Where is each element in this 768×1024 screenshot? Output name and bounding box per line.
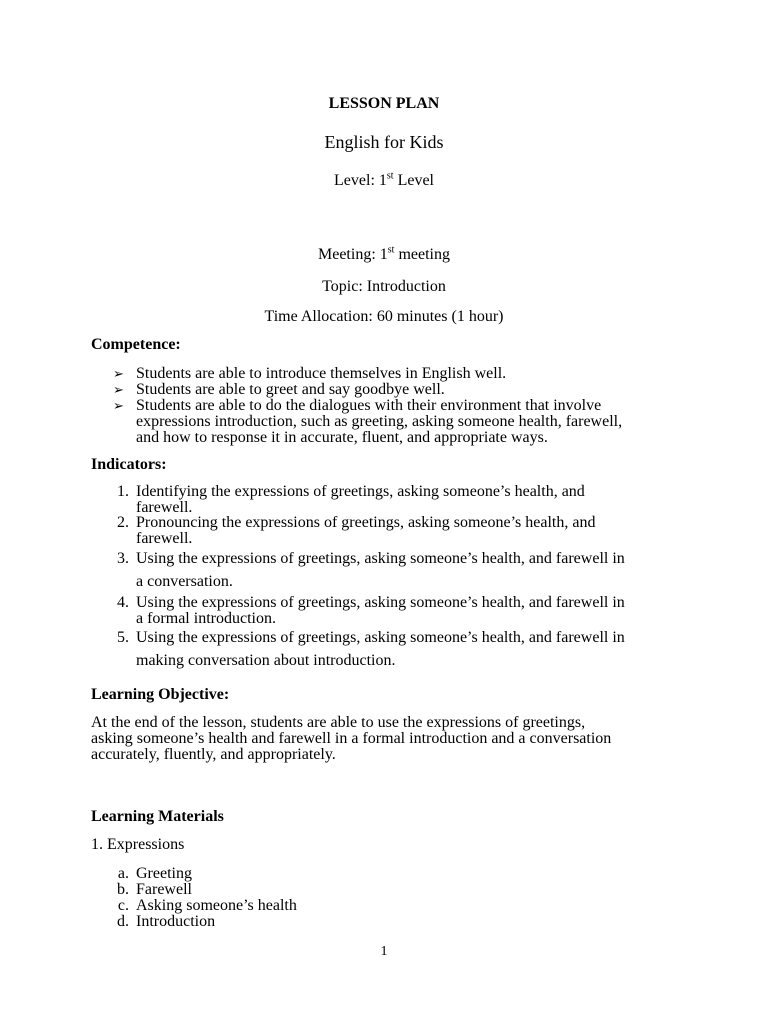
expressions-subheading: 1. Expressions	[91, 836, 185, 853]
indicator-number: 4.	[117, 594, 129, 611]
competence-item-line: Students are able to introduce themselves in English well.	[136, 365, 507, 382]
indicator-item-line: Using the expressions of greetings, asking someone’s health, and farewell in	[136, 550, 625, 567]
indicator-number: 5.	[117, 629, 129, 646]
bullet-arrow-icon: ➢	[113, 367, 124, 382]
competence-item-line: Students are able to do the dialogues with their environment that involve	[136, 397, 602, 414]
indicator-number: 2.	[117, 514, 129, 531]
indicator-number: 3.	[117, 550, 129, 567]
competence-item-line: expressions introduction, such as greeting, asking someone health, farewell,	[136, 413, 623, 430]
bullet-arrow-icon: ➢	[113, 383, 124, 398]
competence-item-line: and how to response it in accurate, fluent, and appropriate ways.	[136, 429, 548, 446]
material-item: Introduction	[136, 913, 216, 930]
competence-heading: Competence:	[91, 336, 181, 353]
indicator-item-line: Pronouncing the expressions of greetings, asking someone’s health, and	[136, 514, 596, 531]
level-line: Level: 1st Level	[334, 170, 434, 189]
indicator-item-line: Identifying the expressions of greetings, asking someone’s health, and	[136, 483, 585, 500]
objective-line: accurately, fluently, and appropriately.	[91, 746, 336, 763]
material-item: Asking someone’s health	[136, 897, 297, 914]
material-letter: d.	[117, 913, 129, 930]
course-name: English for Kids	[324, 132, 444, 152]
learning-objective-heading: Learning Objective:	[91, 686, 230, 703]
indicator-item-line: Using the expressions of greetings, asking someone’s health, and farewell in	[136, 629, 625, 646]
material-letter: c.	[117, 897, 129, 914]
indicator-item-line: making conversation about introduction.	[136, 652, 396, 669]
indicator-item-line: Using the expressions of greetings, asking someone’s health, and farewell in	[136, 594, 625, 611]
material-item: Farewell	[136, 881, 192, 898]
objective-line: asking someone’s health and farewell in a formal introduction and a conversation	[91, 730, 612, 747]
competence-item-line: Students are able to greet and say goodbye well.	[136, 381, 445, 398]
objective-line: At the end of the lesson, students are able to use the expressions of greetings,	[91, 714, 586, 731]
meeting-line: Meeting: 1st meeting	[318, 244, 450, 263]
material-item: Greeting	[136, 865, 192, 882]
indicators-heading: Indicators:	[91, 456, 167, 473]
material-letter: b.	[117, 881, 129, 898]
indicator-item-line: a conversation.	[136, 573, 233, 590]
document-title: LESSON PLAN	[328, 95, 440, 112]
indicator-item-line: farewell.	[136, 499, 193, 516]
indicator-item-line: farewell.	[136, 530, 193, 547]
indicator-item-line: a formal introduction.	[136, 610, 276, 627]
bullet-arrow-icon: ➢	[113, 399, 124, 414]
time-allocation: Time Allocation: 60 minutes (1 hour)	[264, 308, 504, 325]
topic-line: Topic: Introduction	[322, 278, 446, 295]
learning-materials-heading: Learning Materials	[91, 808, 224, 825]
material-letter: a.	[117, 865, 129, 882]
page-number: 1	[380, 944, 388, 959]
indicator-number: 1.	[117, 483, 129, 500]
